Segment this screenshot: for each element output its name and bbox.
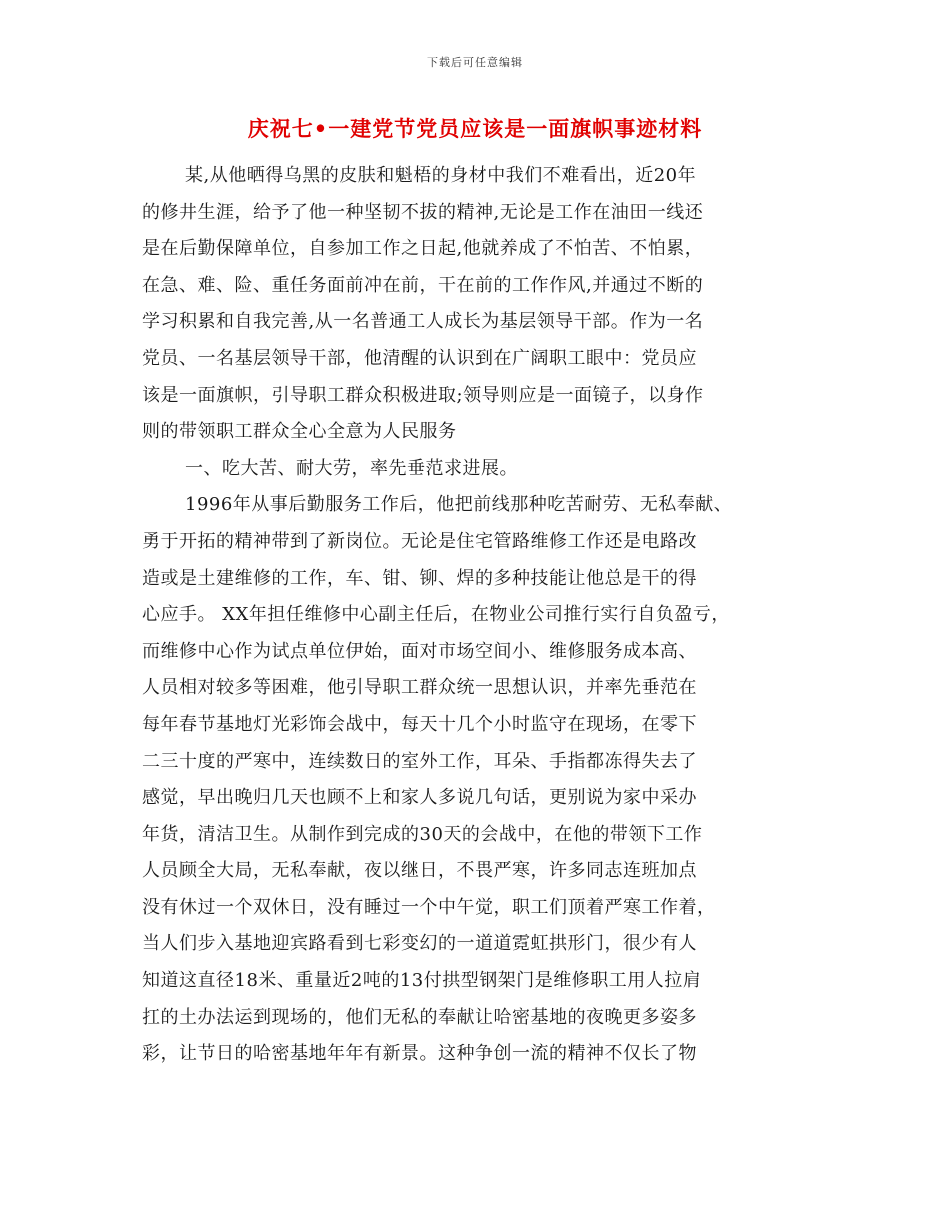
body-line: 年货，清洁卫生。从制作到完成的30天的会战中，在他的带领下工作 bbox=[142, 823, 703, 845]
body-line: 心应手。 XX年担任维修中心副主任后，在物业公司推行实行自负盈亏， bbox=[142, 604, 730, 626]
body-line: 二三十度的严寒中，连续数日的室外工作，耳朵、手指都冻得失去了 bbox=[142, 750, 697, 772]
body-line: 是在后勤保障单位，自参加工作之日起,他就养成了不怕苦、不怕累， bbox=[142, 238, 704, 260]
body-line: 1996年从事后勤服务工作后，他把前线那种吃苦耐劳、无私奉献、 bbox=[185, 494, 733, 516]
body-line: 扛的土办法运到现场的，他们无私的奉献让哈密基地的夜晚更多姿多 bbox=[142, 1006, 697, 1028]
body-line: 造或是土建维修的工作，车、钳、铆、焊的多种技能让他总是干的得 bbox=[142, 567, 697, 589]
body-line: 没有休过一个双休日，没有睡过一个中午觉，职工们顶着严寒工作着， bbox=[142, 896, 716, 918]
body-line: 一、吃大苦、耐大劳，率先垂范求进展。 bbox=[185, 457, 518, 479]
body-line: 彩，让节日的哈密基地年年有新景。这种争创一流的精神不仅长了物 bbox=[142, 1043, 697, 1065]
body-line: 该是一面旗帜，引导职工群众积极进取;领导则应是一面镜子，以身作 bbox=[142, 384, 704, 406]
body-line: 在急、难、险、重任务面前冲在前，干在前的工作作风,并通过不断的 bbox=[142, 274, 704, 296]
body-line: 党员、一名基层领导干部，他清醒的认识到在广阔职工眼中：党员应 bbox=[142, 347, 697, 369]
document-body bbox=[142, 158, 822, 1073]
body-line: 人员顾全大局，无私奉献，夜以继日，不畏严寒，许多同志连班加点 bbox=[142, 860, 697, 882]
body-line: 的修井生涯，给予了他一种坚韧不拔的精神,无论是工作在油田一线还 bbox=[142, 201, 704, 223]
body-line: 则的带领职工群众全心全意为人民服务 bbox=[142, 421, 457, 443]
body-line: 每年春节基地灯光彩饰会战中，每天十几个小时监守在现场，在零下 bbox=[142, 713, 697, 735]
body-line: 知道这直径18米、重量近2吨的13付拱型钢架门是维修职工用人拉肩 bbox=[142, 970, 702, 992]
body-line: 学习积累和自我完善,从一名普通工人成长为基层领导干部。作为一名 bbox=[142, 311, 704, 333]
document-title: 庆祝七•一建党节党员应该是一面旗帜事迹材料 bbox=[247, 116, 703, 141]
body-line: 勇于开拓的精神带到了新岗位。无论是住宅管路维修工作还是电路改 bbox=[142, 530, 697, 552]
body-line: 当人们步入基地迎宾路看到七彩变幻的一道道霓虹拱形门，很少有人 bbox=[142, 933, 697, 955]
page-header-note: 下载后可任意编辑 bbox=[427, 56, 523, 69]
body-line: 感觉，早出晚归几天也顾不上和家人多说几句话，更别说为家中采办 bbox=[142, 787, 697, 809]
body-line: 人员相对较多等困难，他引导职工群众统一思想认识，并率先垂范在 bbox=[142, 677, 697, 699]
body-line: 某,从他晒得乌黑的皮肤和魁梧的身材中我们不难看出，近20年 bbox=[185, 165, 697, 186]
body-line: 而维修中心作为试点单位伊始，面对市场空间小、维修服务成本高、 bbox=[142, 640, 697, 662]
